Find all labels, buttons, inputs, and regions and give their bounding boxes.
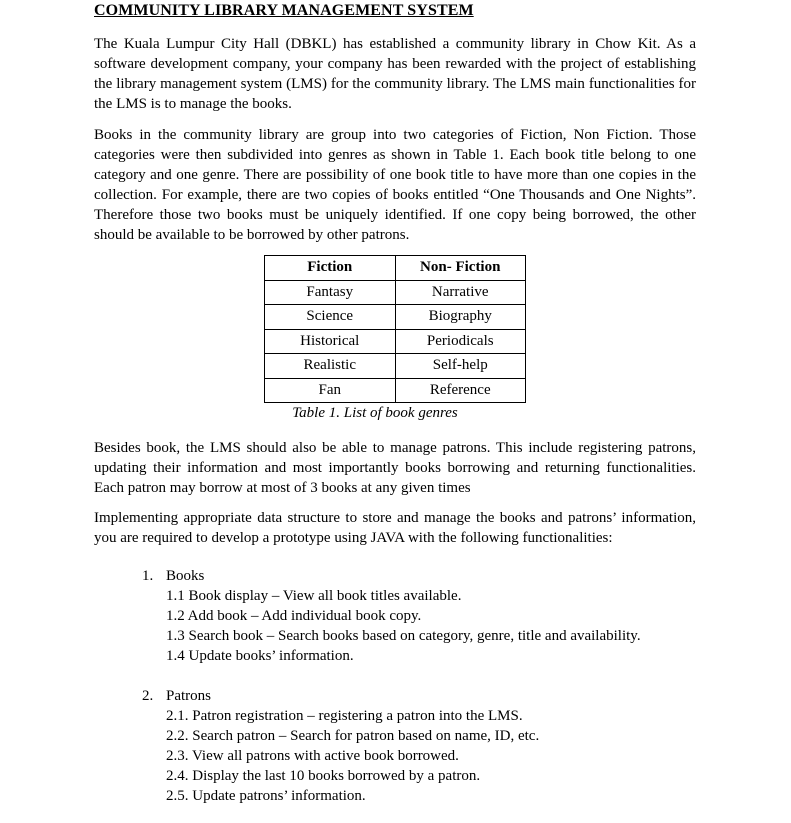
books-functions-list — [166, 586, 696, 666]
document-page — [94, 0, 696, 806]
table-row — [265, 378, 526, 403]
list-item: 1.1 Book display – View all book titles available. — [166, 588, 462, 604]
table-cell: Biography — [395, 305, 526, 330]
list-item: 1.2 Add book – Add individual book copy. — [166, 608, 422, 624]
patrons-paragraph: Besides book, the LMS should also be able to manage patrons. This include registering patrons, updating their information and most importantly books borrowing and returning functionalities. Each patron may borrow at most of 3 books at any given times — [94, 440, 696, 496]
list-item: 1.3 Search book – Search books based on category, genre, title and availability. — [166, 628, 641, 644]
list-item: 1.4 Update books’ information. — [166, 648, 354, 664]
table-cell: Periodicals — [395, 329, 526, 354]
table-cell: Realistic — [265, 354, 396, 379]
books-section — [94, 566, 696, 666]
section-label: Books — [166, 568, 205, 584]
table-cell: Reference — [395, 378, 526, 403]
table-caption: Table 1. List of book genres — [292, 405, 458, 421]
list-item: 2.5. Update patrons’ information. — [166, 788, 366, 804]
table-cell: Fan — [265, 378, 396, 403]
list-item: 2.1. Patron registration – registering a patron into the LMS. — [166, 708, 523, 724]
table-cell: Historical — [265, 329, 396, 354]
section-number: 2. — [142, 688, 154, 704]
list-item: 2.2. Search patron – Search for patron based on name, ID, etc. — [166, 728, 540, 744]
categories-paragraph: Books in the community library are group into two categories of Fiction, Non Fiction. Those categories were then subdivided into genres as shown in Table 1. Each book title belong to one category and one genre. There are possibility of one book title to have more than one copies in the collection. For example, there are two copies of books entitled “One Thousands and One Nights”. Therefore those two books must be uniquely identified. If one copy being borrowed, the other should be available to be borrowed by other patrons. — [94, 127, 696, 243]
table-row — [265, 280, 526, 305]
table-cell: Science — [265, 305, 396, 330]
document-title: COMMUNITY LIBRARY MANAGEMENT SYSTEM — [94, 2, 474, 19]
requirement-paragraph: Implementing appropriate data structure to store and manage the books and patrons’ information, you are required to develop a prototype using JAVA with the following functionalities: — [94, 510, 696, 546]
section-number: 1. — [142, 568, 154, 584]
header-fiction: Fiction — [265, 256, 396, 281]
patrons-section-heading — [142, 686, 696, 706]
list-item: 2.3. View all patrons with active book borrowed. — [166, 748, 459, 764]
header-non-fiction: Non- Fiction — [395, 256, 526, 281]
table-cell: Narrative — [395, 280, 526, 305]
section-label: Patrons — [166, 688, 211, 704]
table-cell: Self-help — [395, 354, 526, 379]
table-cell: Fantasy — [265, 280, 396, 305]
genre-table-header-row — [265, 256, 526, 281]
list-item: 2.4. Display the last 10 books borrowed by a patron. — [166, 768, 481, 784]
table-row — [265, 305, 526, 330]
intro-paragraph: The Kuala Lumpur City Hall (DBKL) has established a community library in Chow Kit. As a software development company, your company has been rewarded with the project of establishing the library management system (LMS) for the community library. The LMS main functionalities for the LMS is to manage the books. — [94, 36, 696, 112]
patrons-section — [94, 686, 696, 806]
table-row — [265, 354, 526, 379]
table-row — [265, 329, 526, 354]
genre-table-container — [264, 255, 526, 422]
patrons-functions-list — [166, 706, 696, 806]
genre-table — [264, 255, 526, 403]
books-section-heading — [142, 566, 696, 586]
